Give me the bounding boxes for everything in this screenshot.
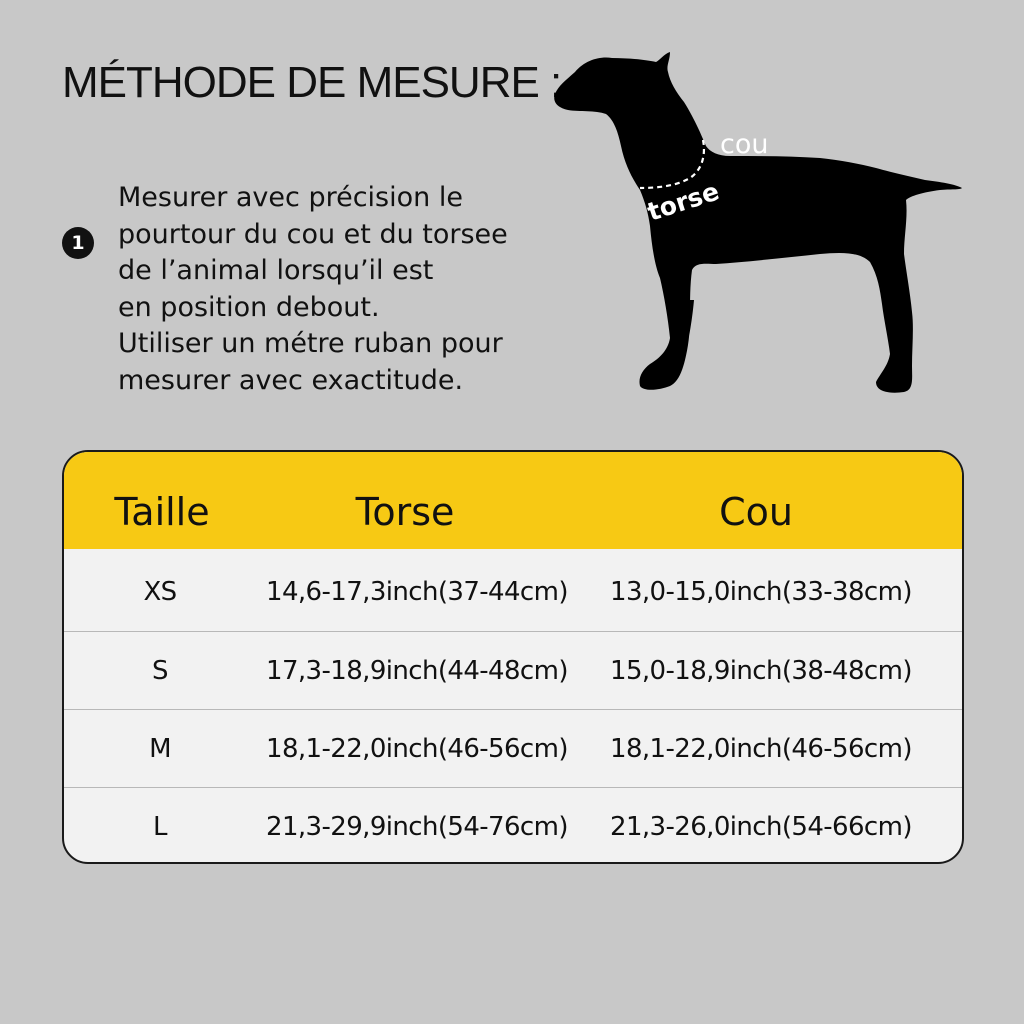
size-table — [62, 450, 964, 864]
chest-cell: 14,6-17,3inch(37-44cm) — [266, 577, 568, 607]
table-row — [64, 787, 962, 864]
chest-cell: 21,3-29,9inch(54-76cm) — [266, 811, 568, 842]
size-cell: M — [149, 733, 171, 764]
column-header-chest: Torse — [355, 489, 455, 534]
size-cell: L — [153, 811, 167, 842]
instruction-line: Utiliser un métre ruban pour — [118, 328, 503, 359]
table-row — [64, 631, 962, 709]
size-cell: S — [152, 655, 168, 686]
chest-cell: 17,3-18,9inch(44-48cm) — [266, 655, 568, 686]
table-row — [64, 553, 962, 631]
step-number-badge: 1 — [62, 227, 94, 259]
neck-cell: 18,1-22,0inch(46-56cm) — [610, 733, 912, 764]
chest-label: torse — [643, 176, 723, 227]
instruction-line: en position debout. — [118, 291, 380, 323]
column-header-size: Taille — [114, 489, 210, 534]
table-row — [64, 709, 962, 787]
dog-body-shape — [554, 52, 962, 393]
dog-silhouette-icon — [540, 40, 980, 410]
instruction-line: mesurer avec exactitude. — [118, 364, 464, 396]
measuring-instructions — [118, 180, 538, 399]
neck-cell: 21,3-26,0inch(54-66cm) — [610, 811, 912, 842]
instruction-line: Mesurer avec précision le — [118, 182, 463, 213]
size-cell: XS — [143, 577, 177, 607]
chest-cell: 18,1-22,0inch(46-56cm) — [266, 733, 568, 764]
neck-cell: 15,0-18,9inch(38-48cm) — [610, 655, 912, 686]
instruction-line: de l’animal lorsqu’il est — [118, 255, 434, 286]
neck-cell: 13,0-15,0inch(33-38cm) — [610, 577, 912, 607]
neck-label: cou — [720, 129, 769, 160]
instruction-line: pourtour du cou et du torsee — [118, 218, 508, 250]
page-title: MÉTHODE DE MESURE : — [62, 58, 562, 107]
column-header-neck: Cou — [719, 489, 793, 534]
table-header-row — [64, 452, 962, 549]
